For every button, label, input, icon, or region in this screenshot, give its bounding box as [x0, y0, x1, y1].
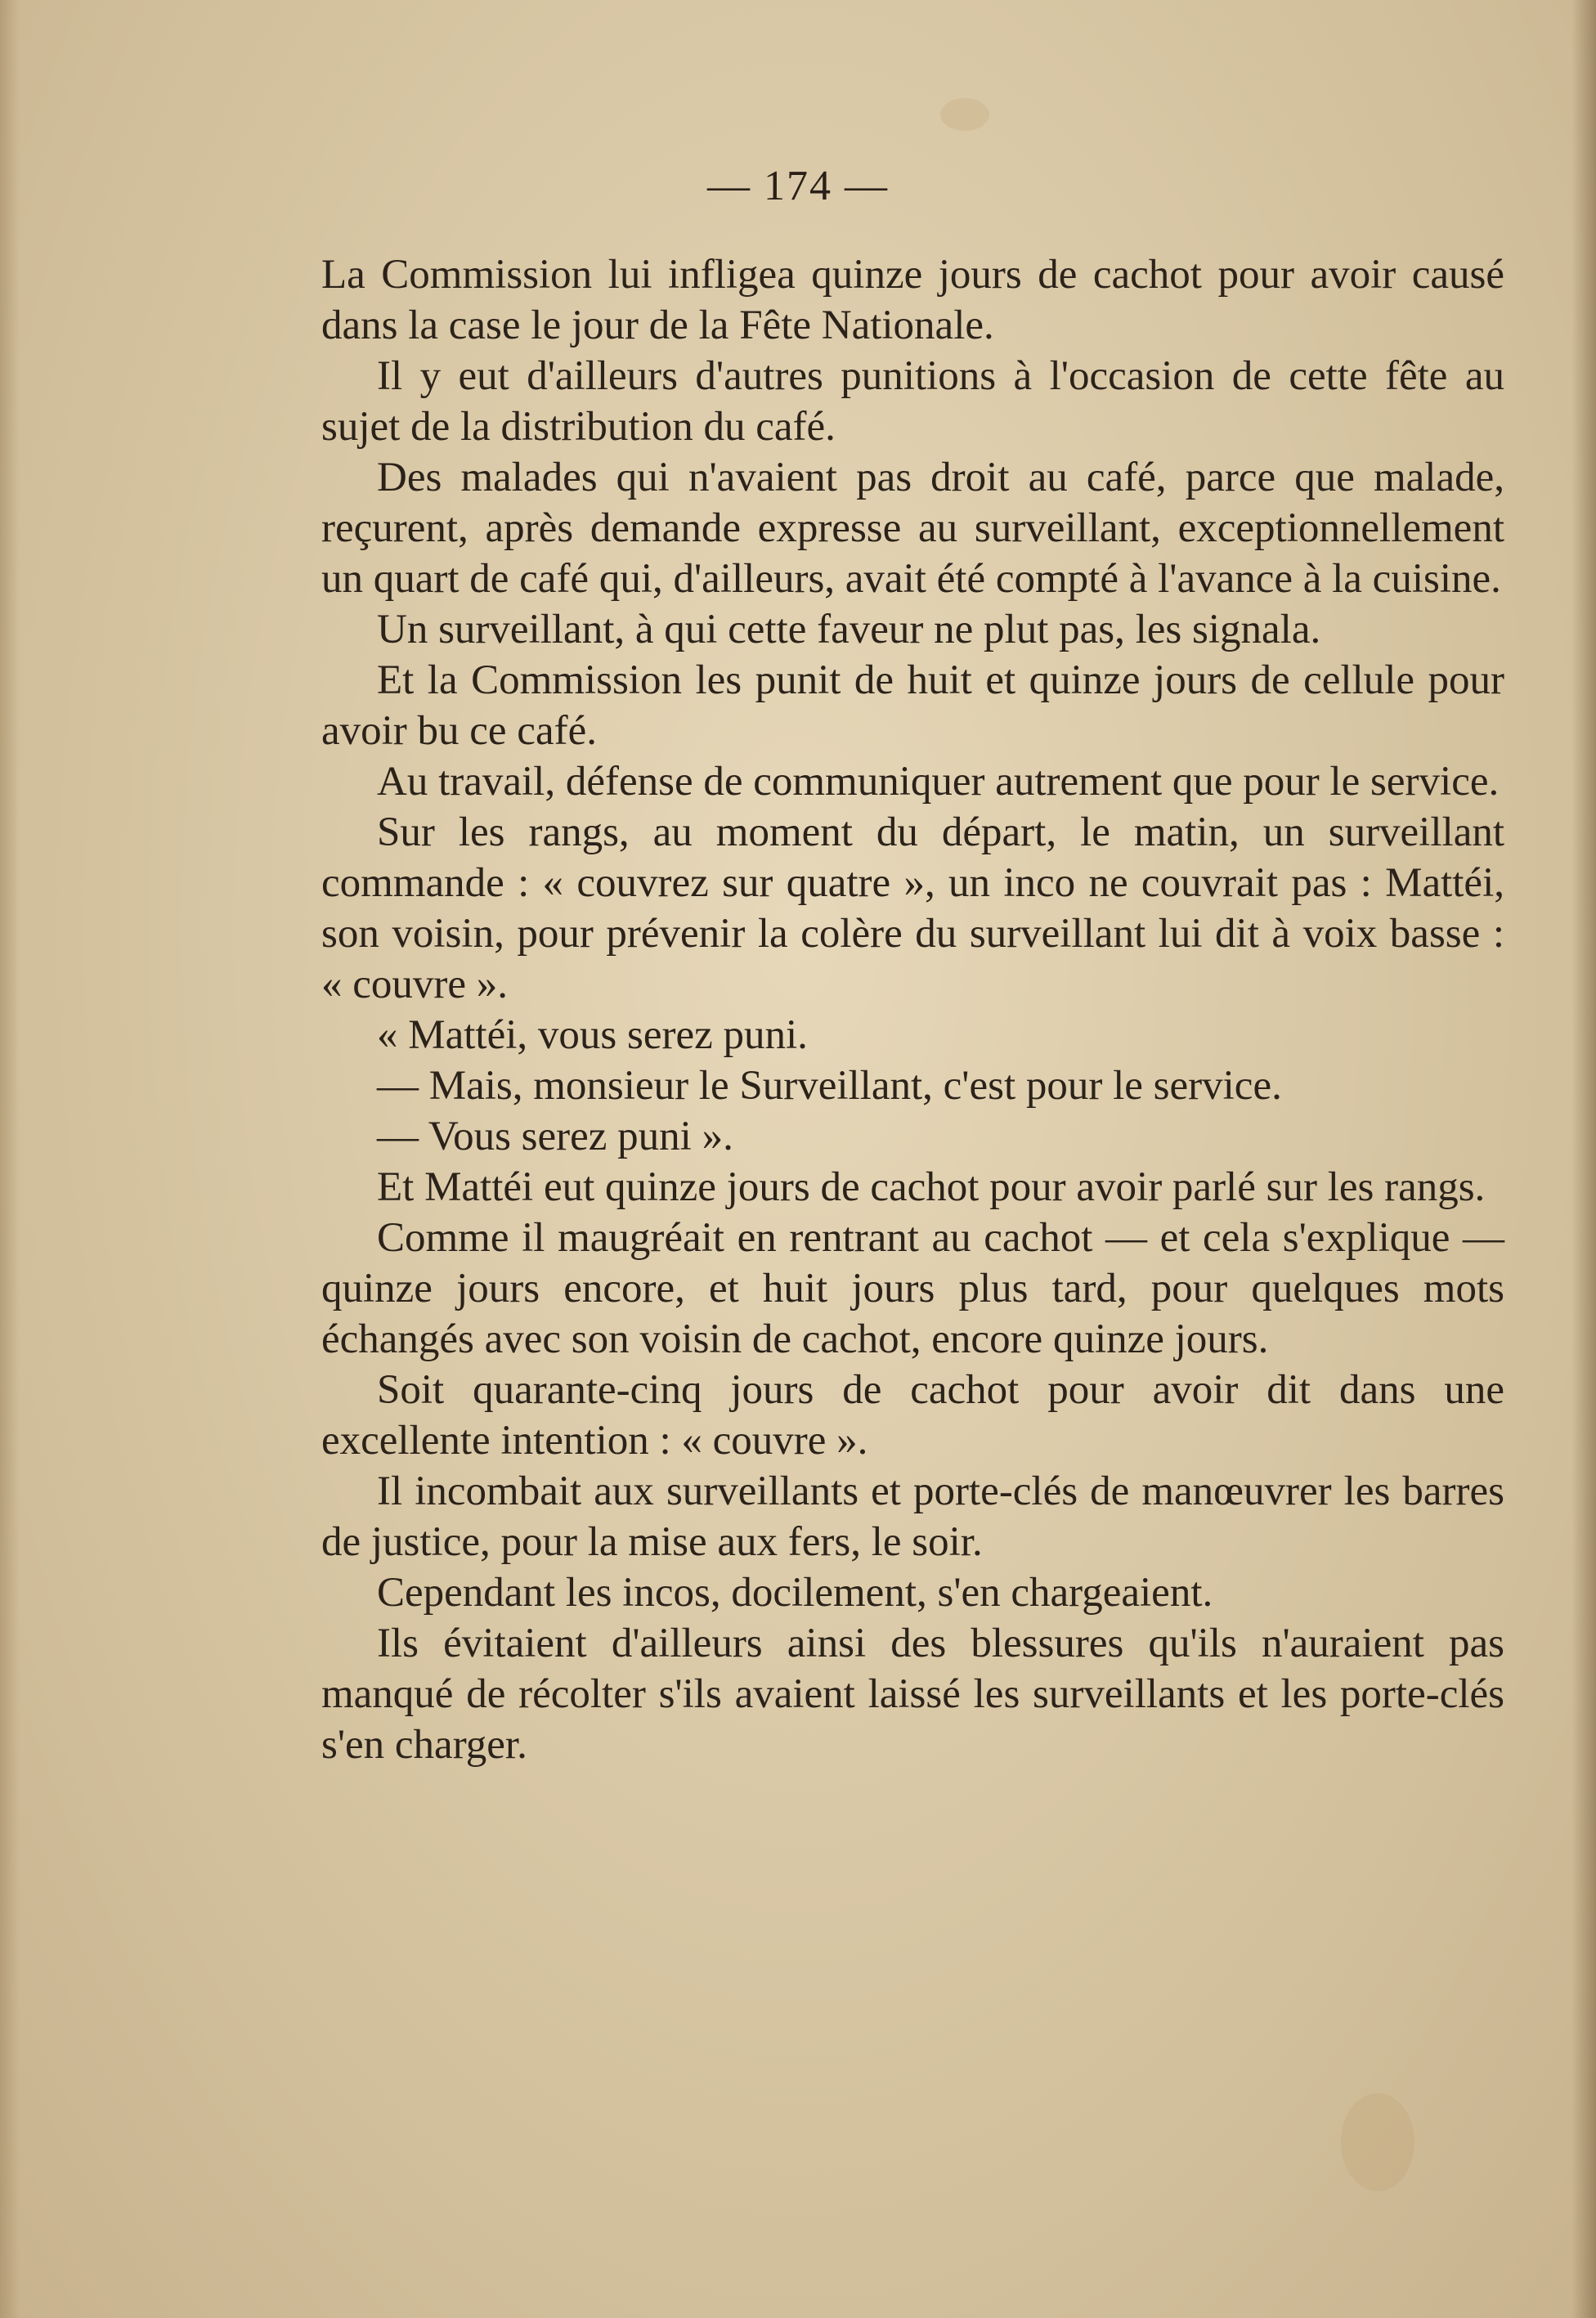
paragraph: Comme il maugréait en rentrant au cachot — et cela s'explique — quinze jours encore, et huit jours plus tard, pour quelques mots échangés avec son voisin de cachot, encore quinze jours. [321, 1215, 1504, 1362]
paragraph: Soit quarante-cinq jours de cachot pour avoir dit dans une excellente intention : « couvre ». [321, 1367, 1504, 1464]
paper-stain [1341, 2093, 1414, 2191]
paragraph: Des malades qui n'avaient pas droit au café, parce que malade, reçurent, après demande expresse au surveillant, exceptionnellement un quart de café qui, d'ailleurs, avait été compté à l'avance à la cuisine. [321, 455, 1504, 602]
paragraph: Et Mattéi eut quinze jours de cachot pour avoir parlé sur les rangs. [377, 1164, 1486, 1210]
dialogue-line: — Mais, monsieur le Surveillant, c'est pour le service. [377, 1063, 1282, 1109]
dialogue-line: — Vous serez puni ». [377, 1114, 733, 1159]
paragraph: Ils évitaient d'ailleurs ainsi des blessures qu'ils n'auraient pas manqué de récolter s'ils avaient laissé les surveillants et les porte-clés s'en charger. [321, 1621, 1504, 1768]
paper-stain [940, 98, 989, 131]
paragraph: Il y eut d'ailleurs d'autres punitions à l'occasion de cette fête au sujet de la distribution du café. [321, 353, 1504, 450]
paragraph: Sur les rangs, au moment du départ, le matin, un surveillant commande : « couvrez sur quatre », un inco ne couvrait pas : Mattéi, son voisin, pour prévenir la colère du surveillant lui dit à voix basse : « couvre ». [321, 809, 1504, 1007]
paragraph: Un surveillant, à qui cette faveur ne plut pas, les signala. [377, 607, 1321, 652]
dialogue-line: « Mattéi, vous serez puni. [377, 1012, 808, 1058]
page-left-edge [0, 0, 20, 2318]
paragraph: Cependant les incos, docilement, s'en chargeaient. [377, 1570, 1213, 1616]
page-number: — 174 — [707, 163, 889, 209]
paragraph: Il incombait aux surveillants et porte-clés de manœuvrer les barres de justice, pour la mise aux fers, le soir. [321, 1468, 1504, 1565]
paragraph: Et la Commission les punit de huit et quinze jours de cellule pour avoir bu ce café. [321, 657, 1504, 754]
page-right-edge [1571, 0, 1596, 2318]
body-text [321, 249, 1504, 1770]
paragraph: La Commission lui infligea quinze jours de cachot pour avoir causé dans la case le jour de la Fête Nationale. [321, 252, 1504, 348]
paragraph: Au travail, défense de communiquer autrement que pour le service. [377, 759, 1500, 805]
